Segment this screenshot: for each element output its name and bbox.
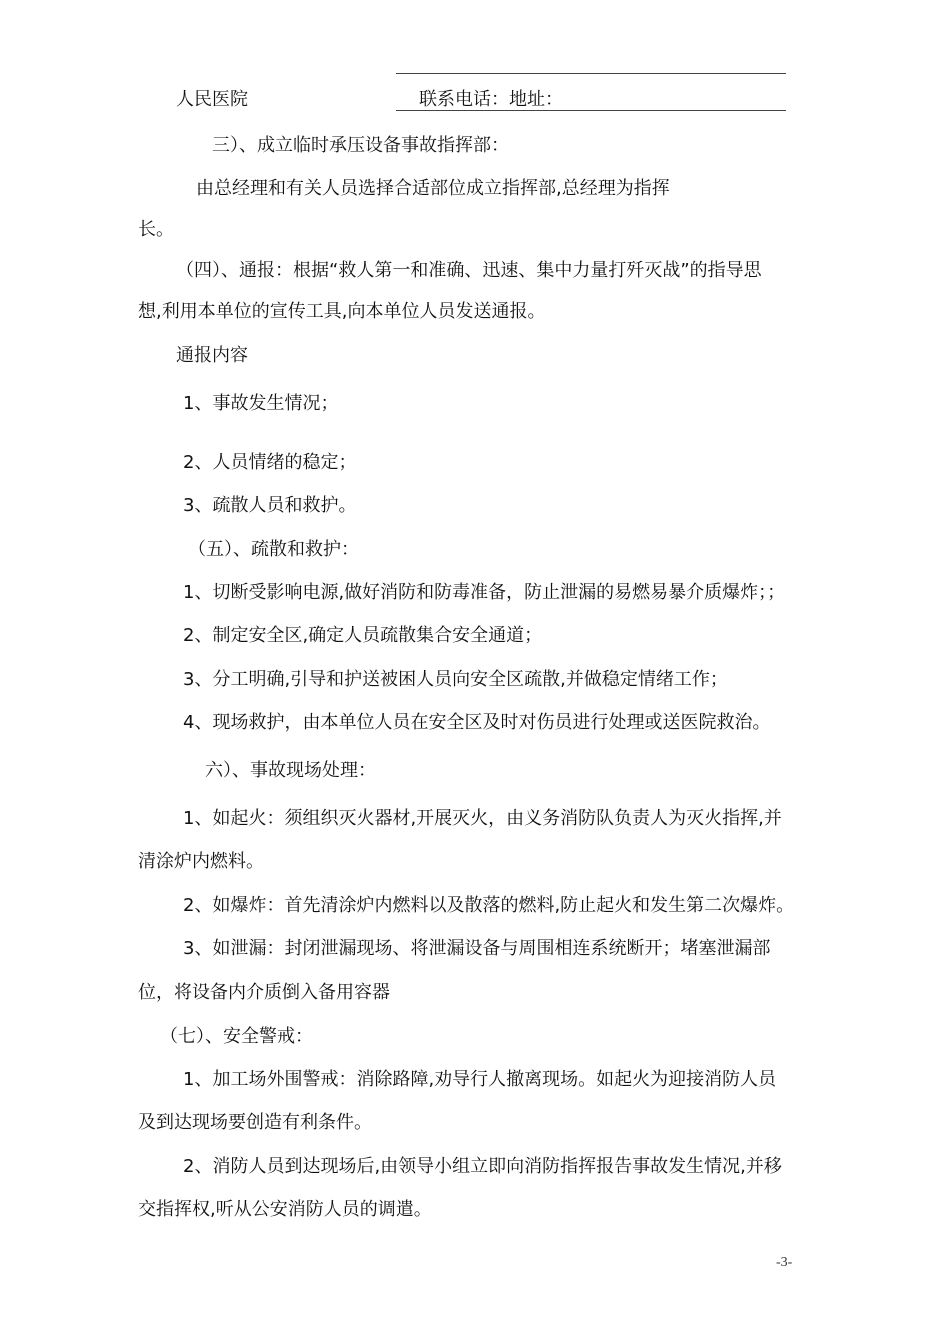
section-4-line-1: （四）、通报：根据“救人第一和准确、迅速、集中力量打歼灭战”的指导思 xyxy=(176,260,762,281)
scene-item-1-line-1: 1、如起火：须组织灭火器材,开展灭火，由义务消防队负责人为灭火指挥,并 xyxy=(183,808,782,829)
section-7-title: （七）、安全警戒： xyxy=(160,1026,313,1047)
alert-item-2-line-2: 交指挥权,听从公安消防人员的调遣。 xyxy=(138,1199,432,1220)
evacuation-item-2: 2、制定安全区,确定人员疏散集合安全通道； xyxy=(183,625,543,646)
scene-item-3-line-2: 位，将设备内介质倒入备用容器 xyxy=(138,982,390,1003)
notice-item-1: 1、事故发生情况； xyxy=(183,393,339,414)
section-5-title: （五）、疏散和救护： xyxy=(188,539,359,560)
scene-item-1-line-2: 清涂炉内燃料。 xyxy=(138,851,264,872)
hospital-name: 人民医院 xyxy=(176,89,248,110)
header-top-rule xyxy=(396,73,786,74)
section-4-line-2: 想,利用本单位的宣传工具,向本单位人员发送通报。 xyxy=(138,301,546,322)
evacuation-item-4: 4、现场救护，由本单位人员在安全区及时对伤员进行处理或送医院救治。 xyxy=(183,712,771,733)
alert-item-1-line-1: 1、加工场外围警戒：消除路障,劝导行人撤离现场。如起火为迎接消防人员 xyxy=(183,1069,777,1090)
evacuation-item-1: 1、切断受影响电源,做好消防和防毒准备，防止泄漏的易燃易暴介质爆炸；； xyxy=(183,582,786,603)
section-3-body-line-1: 由总经理和有关人员选择合适部位成立指挥部,总经理为指挥 xyxy=(196,178,670,199)
contact-info: 联系电话：地址： xyxy=(419,89,563,110)
notice-content-title: 通报内容 xyxy=(176,345,248,366)
scene-item-2: 2、如爆炸：首先清涂炉内燃料以及散落的燃料,防止起火和发生第二次爆炸。 xyxy=(183,895,795,916)
contact-underline xyxy=(396,110,786,111)
notice-item-3: 3、疏散人员和救护。 xyxy=(183,495,357,516)
section-3-title: 三）、成立临时承压设备事故指挥部： xyxy=(212,135,509,156)
alert-item-2-line-1: 2、消防人员到达现场后,由领导小组立即向消防指挥报告事故发生情况,并移 xyxy=(183,1156,782,1177)
section-3-body-line-2: 长。 xyxy=(138,219,174,240)
alert-item-1-line-2: 及到达现场要创造有利条件。 xyxy=(138,1112,372,1133)
evacuation-item-3: 3、分工明确,引导和护送被困人员向安全区疏散,并做稳定情绪工作； xyxy=(183,669,728,690)
section-6-title: 六）、事故现场处理： xyxy=(205,760,376,781)
scene-item-3-line-1: 3、如泄漏：封闭泄漏现场、将泄漏设备与周围相连系统断开；堵塞泄漏部 xyxy=(183,938,771,959)
notice-item-2: 2、人员情绪的稳定； xyxy=(183,452,357,473)
page-number: -3- xyxy=(776,1255,793,1270)
